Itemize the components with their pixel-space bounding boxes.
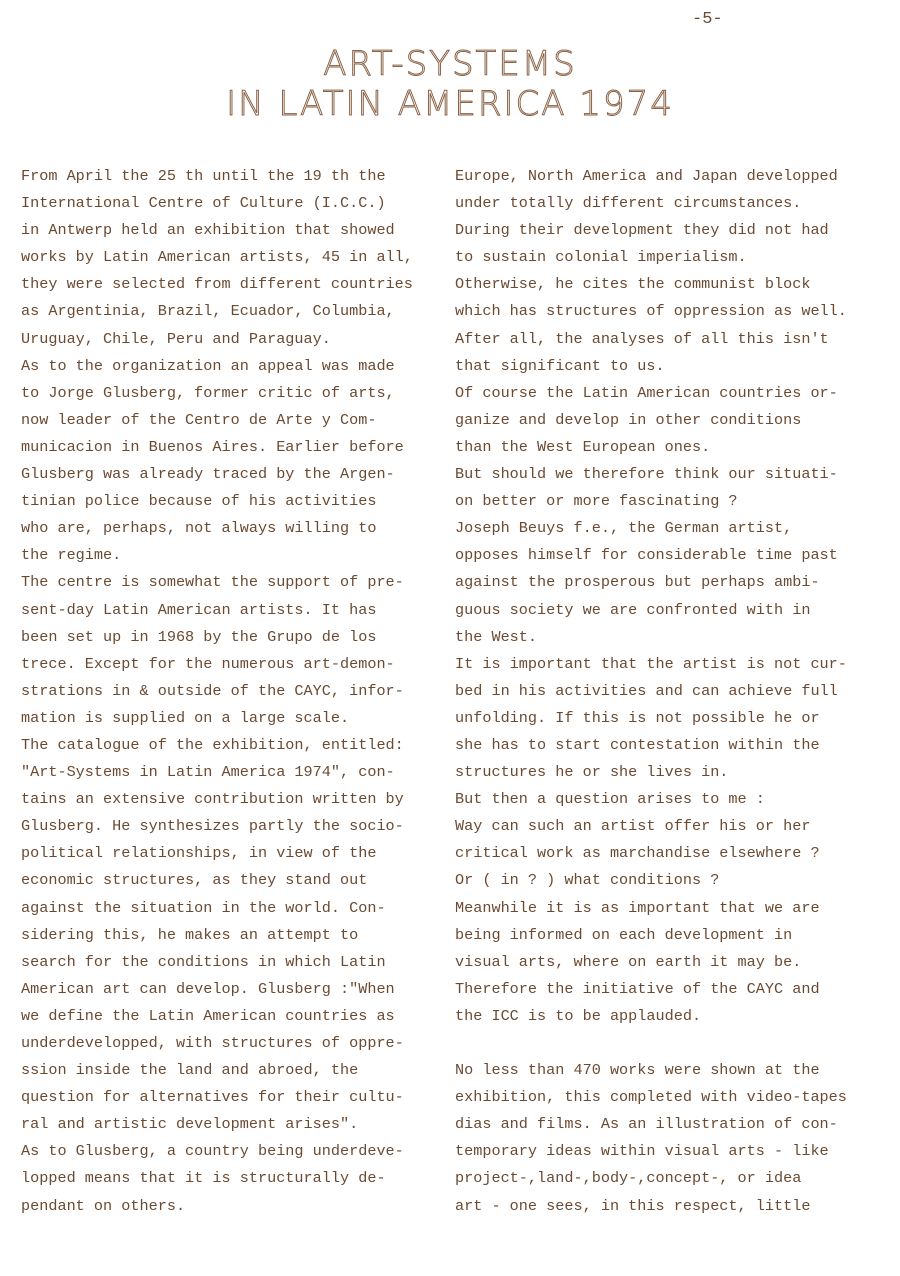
text-line: to sustain colonial imperialism. [455, 248, 747, 267]
text-line: she has to start contestation within the [455, 735, 820, 754]
text-line: ssion inside the land and abroed, the [21, 1061, 359, 1080]
text-line: ral and artistic development arises". [21, 1115, 359, 1134]
title-line-1: ART-SYSTEMS [323, 44, 577, 84]
text-line: The centre is somewhat the support of pre- [21, 573, 404, 592]
text-line: on better or more fascinating ? [455, 492, 738, 511]
text-line: pendant on others. [21, 1196, 186, 1215]
article-title [0, 44, 900, 124]
text-line: International Centre of Culture (I.C.C.) [21, 194, 386, 213]
text-line: as Argentinia, Brazil, Ecuador, Columbia, [21, 302, 395, 321]
text-line: American art can develop. Glusberg :"When [21, 979, 395, 998]
text-line: critical work as marchandise elsewhere ? [455, 844, 820, 863]
text-line: Glusberg. He synthesizes partly the socio- [21, 817, 404, 836]
left-text-column [21, 163, 449, 1220]
text-line: sidering this, he makes an attempt to [21, 925, 359, 944]
text-line: lopped means that it is structurally de- [21, 1169, 386, 1188]
right-text-column [455, 163, 895, 1220]
text-line: question for alternatives for their cultu- [21, 1088, 404, 1107]
text-line: against the prosperous but perhaps ambi- [455, 573, 820, 592]
text-line: being informed on each development in [455, 925, 793, 944]
text-line: the regime. [21, 546, 122, 565]
text-line: the ICC is to be applauded. [455, 1006, 702, 1025]
text-line: than the West European ones. [455, 437, 711, 456]
text-line: search for the conditions in which Latin [21, 952, 386, 971]
text-line: sent-day Latin American artists. It has [21, 600, 377, 619]
text-line: But then a question arises to me : [455, 790, 765, 809]
text-line: tinian police because of his activities [21, 492, 377, 511]
text-line: who are, perhaps, not always willing to [21, 519, 377, 538]
text-line: But should we therefore think our situati- [455, 465, 838, 484]
text-line: art - one sees, in this respect, little [455, 1196, 811, 1215]
text-line: It is important that the artist is not cur- [455, 654, 847, 673]
title-line-2: IN LATIN AMERICA 1974 [226, 84, 674, 124]
text-line: been set up in 1968 by the Grupo de los [21, 627, 377, 646]
text-line: dias and films. As an illustration of con- [455, 1115, 838, 1134]
text-line: municacion in Buenos Aires. Earlier before [21, 437, 404, 456]
text-line: bed in his activities and can achieve full [455, 681, 838, 700]
text-line: that significant to us. [455, 356, 665, 375]
text-line: underdevelopped, with structures of oppre- [21, 1034, 404, 1052]
page-number: -5- [692, 10, 723, 29]
text-line: During their development they did not had [455, 221, 829, 240]
text-line: As to Glusberg, a country being underdeve- [21, 1142, 404, 1161]
text-line: we define the Latin American countries as [21, 1006, 395, 1025]
text-line: Otherwise, he cites the communist block [455, 275, 811, 294]
text-line: Way can such an artist offer his or her [455, 817, 811, 836]
text-line: political relationships, in view of the [21, 844, 377, 863]
text-line: Meanwhile it is as important that we are [455, 898, 820, 917]
text-line: against the situation in the world. Con- [21, 898, 386, 917]
text-line: which has structures of oppression as well. [455, 302, 847, 321]
text-line: in Antwerp held an exhibition that showed [21, 221, 395, 240]
text-line: under totally different circumstances. [455, 194, 802, 213]
text-line: now leader of the Centro de Arte y Com- [21, 410, 377, 429]
text-line: After all, the analyses of all this isn't [455, 329, 829, 348]
text-line: guous society we are confronted with in [455, 600, 811, 619]
text-line: Uruguay, Chile, Peru and Paraguay. [21, 329, 331, 348]
text-line: they were selected from different countries [21, 275, 413, 294]
text-line: works by Latin American artists, 45 in all, [21, 248, 413, 267]
text-line: ganize and develop in other conditions [455, 410, 802, 429]
text-line: exhibition, this completed with video-tapes [455, 1088, 847, 1107]
text-line: to Jorge Glusberg, former critic of arts, [21, 383, 395, 402]
text-line: The catalogue of the exhibition, entitled: [21, 735, 404, 754]
text-line: economic structures, as they stand out [21, 871, 368, 890]
text-line: Or ( in ? ) what conditions ? [455, 871, 720, 890]
text-line: temporary ideas within visual arts - like [455, 1142, 829, 1161]
text-line [455, 1030, 895, 1057]
text-line: mation is supplied on a large scale. [21, 708, 350, 727]
text-line: Glusberg was already traced by the Argen- [21, 465, 395, 484]
text-line: the West. [455, 627, 538, 646]
text-line: No less than 470 works were shown at the [455, 1061, 820, 1080]
text-line: tains an extensive contribution written by [21, 790, 404, 809]
text-line: From April the 25 th until the 19 th the [21, 167, 386, 185]
text-line: Europe, North America and Japan developped [455, 167, 838, 185]
text-line: Joseph Beuys f.e., the German artist, [455, 519, 793, 538]
text-line: "Art-Systems in Latin America 1974", con- [21, 763, 395, 782]
text-line: visual arts, where on earth it may be. [455, 952, 802, 971]
text-line: strations in & outside of the CAYC, infor- [21, 681, 404, 700]
text-line: structures he or she lives in. [455, 763, 729, 782]
text-line: Of course the Latin American countries or- [455, 383, 838, 402]
text-line: opposes himself for considerable time past [455, 546, 838, 565]
text-line: trece. Except for the numerous art-demon- [21, 654, 395, 673]
text-line: project-,land-,body-,concept-, or idea [455, 1169, 802, 1188]
text-line: Therefore the initiative of the CAYC and [455, 979, 820, 998]
text-line: unfolding. If this is not possible he or [455, 708, 820, 727]
text-line: As to the organization an appeal was made [21, 356, 395, 375]
